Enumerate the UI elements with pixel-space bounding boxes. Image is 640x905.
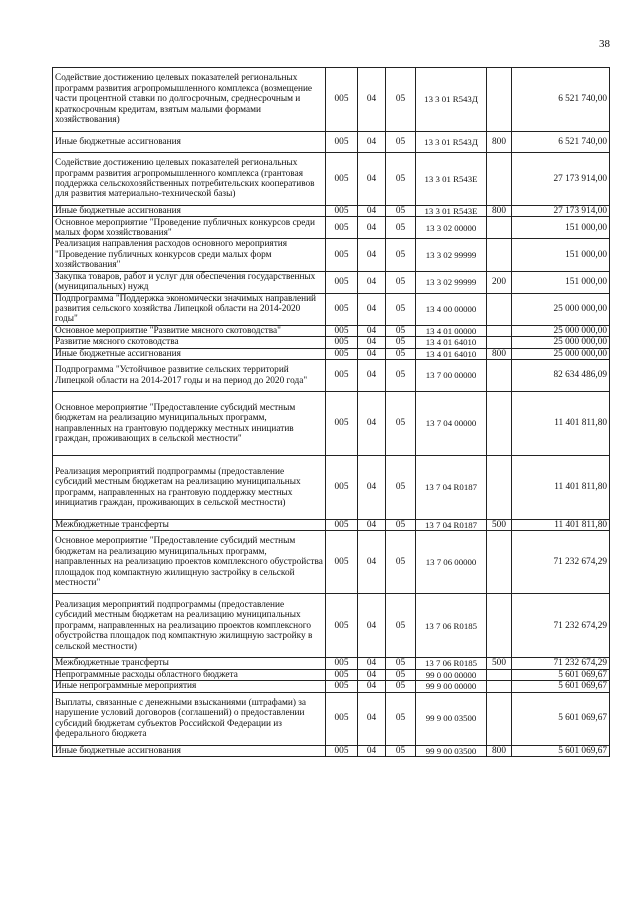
amount: 82 634 486,09: [512, 360, 610, 392]
subsection-code: 05: [386, 658, 416, 669]
row-name: Реализация мероприятий подпрограммы (предоставление субсидий местным бюджетам на реализацию муниципальных программ, направленных на грантовую поддержку местных инициатив граждан, проживающих в сельской местности): [53, 456, 326, 520]
row-name: Развитие мясного скотоводства: [53, 337, 326, 348]
expense-type-code: [487, 360, 512, 392]
ministry-code: 005: [326, 360, 358, 392]
expense-type-code: [487, 337, 512, 348]
row-name: Иные бюджетные ассигнования: [53, 206, 326, 217]
amount: 71 232 674,29: [512, 658, 610, 669]
target-article-code: 99 0 00 00000: [416, 669, 487, 680]
ministry-code: 005: [326, 217, 358, 239]
section-code: 04: [358, 692, 386, 745]
row-name: Содействие достижению целевых показателей региональных программ развития агропромышленного комплекса (возмещение части процентной ставки по долгосрочным, среднесрочным и краткосрочным кредитам, взятым малыми формами хозяйствования): [53, 68, 326, 132]
subsection-code: 05: [386, 325, 416, 336]
row-name: Основное мероприятие "Предоставление субсидий местным бюджетам на реализацию муниципальных программ, направленных на реализацию проектов комплексного обустройства площадок под компактную жилищную застройку в сельской местности": [53, 531, 326, 594]
expense-type-code: [487, 325, 512, 336]
amount: 5 601 069,67: [512, 669, 610, 680]
target-article-code: 13 3 02 99999: [416, 271, 487, 293]
expense-type-code: 500: [487, 520, 512, 531]
ministry-code: 005: [326, 271, 358, 293]
subsection-code: 05: [386, 692, 416, 745]
ministry-code: 005: [326, 692, 358, 745]
target-article-code: 13 7 06 R0185: [416, 594, 487, 658]
amount: 11 401 811,80: [512, 392, 610, 456]
subsection-code: 05: [386, 217, 416, 239]
target-article-code: 13 3 01 R543Е: [416, 153, 487, 206]
target-article-code: 13 3 01 R543Д: [416, 68, 487, 132]
expense-type-code: [487, 692, 512, 745]
target-article-code: 13 7 04 R0187: [416, 456, 487, 520]
table-row: [53, 692, 610, 745]
subsection-code: 05: [386, 594, 416, 658]
table-row: [53, 669, 610, 680]
amount: 6 521 740,00: [512, 68, 610, 132]
ministry-code: 005: [326, 669, 358, 680]
ministry-code: 005: [326, 206, 358, 217]
row-name: Межбюджетные трансферты: [53, 658, 326, 669]
amount: 25 000 000,00: [512, 325, 610, 336]
ministry-code: 005: [326, 132, 358, 153]
amount: 5 601 069,67: [512, 692, 610, 745]
subsection-code: 05: [386, 745, 416, 756]
target-article-code: 99 9 00 03500: [416, 692, 487, 745]
table-row: [53, 681, 610, 692]
section-code: 04: [358, 669, 386, 680]
section-code: 04: [358, 360, 386, 392]
ministry-code: 005: [326, 658, 358, 669]
ministry-code: 005: [326, 520, 358, 531]
section-code: 04: [358, 271, 386, 293]
section-code: 04: [358, 337, 386, 348]
target-article-code: 13 7 04 R0187: [416, 520, 487, 531]
table-row: [53, 217, 610, 239]
amount: 11 401 811,80: [512, 520, 610, 531]
subsection-code: 05: [386, 68, 416, 132]
amount: 71 232 674,29: [512, 594, 610, 658]
target-article-code: 13 4 00 00000: [416, 293, 487, 325]
ministry-code: 005: [326, 68, 358, 132]
section-code: 04: [358, 594, 386, 658]
table-row: [53, 520, 610, 531]
subsection-code: 05: [386, 206, 416, 217]
amount: 27 173 914,00: [512, 153, 610, 206]
target-article-code: 99 9 00 00000: [416, 681, 487, 692]
subsection-code: 05: [386, 348, 416, 359]
row-name: Иные непрограммные мероприятия: [53, 681, 326, 692]
budget-table: [52, 67, 610, 757]
expense-type-code: [487, 681, 512, 692]
expense-type-code: [487, 594, 512, 658]
subsection-code: 05: [386, 531, 416, 594]
amount: 151 000,00: [512, 217, 610, 239]
expense-type-code: [487, 669, 512, 680]
target-article-code: 13 7 00 00000: [416, 360, 487, 392]
row-name: Подпрограмма "Поддержка экономически значимых направлений развития сельского хозяйства Липецкой области на 2014-2020 годы": [53, 293, 326, 325]
subsection-code: 05: [386, 456, 416, 520]
target-article-code: 13 4 01 64010: [416, 337, 487, 348]
row-name: Реализация направления расходов основного мероприятия "Проведение публичных конкурсов среди малых форм хозяйствования": [53, 239, 326, 271]
expense-type-code: 500: [487, 658, 512, 669]
expense-type-code: 200: [487, 271, 512, 293]
section-code: 04: [358, 520, 386, 531]
subsection-code: 05: [386, 360, 416, 392]
subsection-code: 05: [386, 153, 416, 206]
section-code: 04: [358, 681, 386, 692]
subsection-code: 05: [386, 669, 416, 680]
expense-type-code: 800: [487, 206, 512, 217]
subsection-code: 05: [386, 271, 416, 293]
table-row: [53, 68, 610, 132]
table-row: [53, 456, 610, 520]
subsection-code: 05: [386, 337, 416, 348]
expense-type-code: [487, 456, 512, 520]
subsection-code: 05: [386, 293, 416, 325]
row-name: Выплаты, связанные с денежными взысканиями (штрафами) за нарушение условий договоров (соглашений) о предоставлении субсидий бюджетам субъектов Российской Федерации из федерального бюджета: [53, 692, 326, 745]
ministry-code: 005: [326, 239, 358, 271]
table-row: [53, 594, 610, 658]
page-number: 38: [599, 38, 610, 50]
ministry-code: 005: [326, 325, 358, 336]
ministry-code: 005: [326, 531, 358, 594]
section-code: 04: [358, 68, 386, 132]
target-article-code: 13 4 01 64010: [416, 348, 487, 359]
table-row: [53, 239, 610, 271]
section-code: 04: [358, 325, 386, 336]
table-row: [53, 745, 610, 756]
ministry-code: 005: [326, 293, 358, 325]
table-row: [53, 271, 610, 293]
expense-type-code: [487, 217, 512, 239]
expense-type-code: [487, 293, 512, 325]
row-name: Непрограммные расходы областного бюджета: [53, 669, 326, 680]
subsection-code: 05: [386, 239, 416, 271]
row-name: Иные бюджетные ассигнования: [53, 132, 326, 153]
subsection-code: 05: [386, 520, 416, 531]
row-name: Подпрограмма "Устойчивое развитие сельских территорий Липецкой области на 2014-2017 годы и на период до 2020 года": [53, 360, 326, 392]
target-article-code: 13 3 01 R543Д: [416, 132, 487, 153]
expense-type-code: 800: [487, 132, 512, 153]
row-name: Основное мероприятие "Развитие мясного скотоводства": [53, 325, 326, 336]
amount: 25 000 000,00: [512, 348, 610, 359]
amount: 25 000 000,00: [512, 337, 610, 348]
expense-type-code: [487, 239, 512, 271]
target-article-code: 13 3 01 R543Е: [416, 206, 487, 217]
section-code: 04: [358, 132, 386, 153]
expense-type-code: 800: [487, 745, 512, 756]
target-article-code: 13 7 06 00000: [416, 531, 487, 594]
ministry-code: 005: [326, 594, 358, 658]
row-name: Закупка товаров, работ и услуг для обеспечения государственных (муниципальных) нужд: [53, 271, 326, 293]
table-row: [53, 153, 610, 206]
row-name: Межбюджетные трансферты: [53, 520, 326, 531]
table-row: [53, 132, 610, 153]
amount: 151 000,00: [512, 271, 610, 293]
table-row: [53, 293, 610, 325]
amount: 5 601 069,67: [512, 745, 610, 756]
amount: 151 000,00: [512, 239, 610, 271]
table-row: [53, 325, 610, 336]
amount: 6 521 740,00: [512, 132, 610, 153]
row-name: Содействие достижению целевых показателей региональных программ развития агропромышленного комплекса (грантовая поддержка сельскохозяйственных потребительских кооперативов для развития материально-технической базы): [53, 153, 326, 206]
ministry-code: 005: [326, 745, 358, 756]
expense-type-code: 800: [487, 348, 512, 359]
section-code: 04: [358, 348, 386, 359]
subsection-code: 05: [386, 681, 416, 692]
target-article-code: 13 4 01 00000: [416, 325, 487, 336]
amount: 71 232 674,29: [512, 531, 610, 594]
ministry-code: 005: [326, 681, 358, 692]
table-row: [53, 360, 610, 392]
expense-type-code: [487, 68, 512, 132]
target-article-code: 13 3 02 00000: [416, 217, 487, 239]
section-code: 04: [358, 153, 386, 206]
section-code: 04: [358, 745, 386, 756]
row-name: Иные бюджетные ассигнования: [53, 348, 326, 359]
section-code: 04: [358, 658, 386, 669]
row-name: Основное мероприятие "Предоставление субсидий местным бюджетам на реализацию муниципальных программ, направленных на грантовую поддержку местных инициатив граждан, проживающих в сельской местности": [53, 392, 326, 456]
expense-type-code: [487, 153, 512, 206]
section-code: 04: [358, 456, 386, 520]
subsection-code: 05: [386, 132, 416, 153]
table-row: [53, 658, 610, 669]
table-row: [53, 206, 610, 217]
target-article-code: 13 7 06 R0185: [416, 658, 487, 669]
section-code: 04: [358, 392, 386, 456]
section-code: 04: [358, 531, 386, 594]
expense-type-code: [487, 392, 512, 456]
amount: 25 000 000,00: [512, 293, 610, 325]
target-article-code: 13 3 02 99999: [416, 239, 487, 271]
subsection-code: 05: [386, 392, 416, 456]
ministry-code: 005: [326, 392, 358, 456]
table-row: [53, 531, 610, 594]
row-name: Иные бюджетные ассигнования: [53, 745, 326, 756]
amount: 5 601 069,67: [512, 681, 610, 692]
ministry-code: 005: [326, 337, 358, 348]
amount: 27 173 914,00: [512, 206, 610, 217]
row-name: Реализация мероприятий подпрограммы (предоставление субсидий местным бюджетам на реализацию муниципальных программ, направленных на реализацию проектов комплексного обустройства площадок под компактную жилищную застройку в сельской местности): [53, 594, 326, 658]
section-code: 04: [358, 206, 386, 217]
target-article-code: 99 9 00 03500: [416, 745, 487, 756]
table-row: [53, 337, 610, 348]
target-article-code: 13 7 04 00000: [416, 392, 487, 456]
ministry-code: 005: [326, 456, 358, 520]
row-name: Основное мероприятие "Проведение публичных конкурсов среди малых форм хозяйствования": [53, 217, 326, 239]
amount: 11 401 811,80: [512, 456, 610, 520]
ministry-code: 005: [326, 348, 358, 359]
section-code: 04: [358, 217, 386, 239]
expense-type-code: [487, 531, 512, 594]
table-row: [53, 392, 610, 456]
section-code: 04: [358, 239, 386, 271]
budget-table-body: [53, 68, 610, 757]
table-row: [53, 348, 610, 359]
section-code: 04: [358, 293, 386, 325]
ministry-code: 005: [326, 153, 358, 206]
